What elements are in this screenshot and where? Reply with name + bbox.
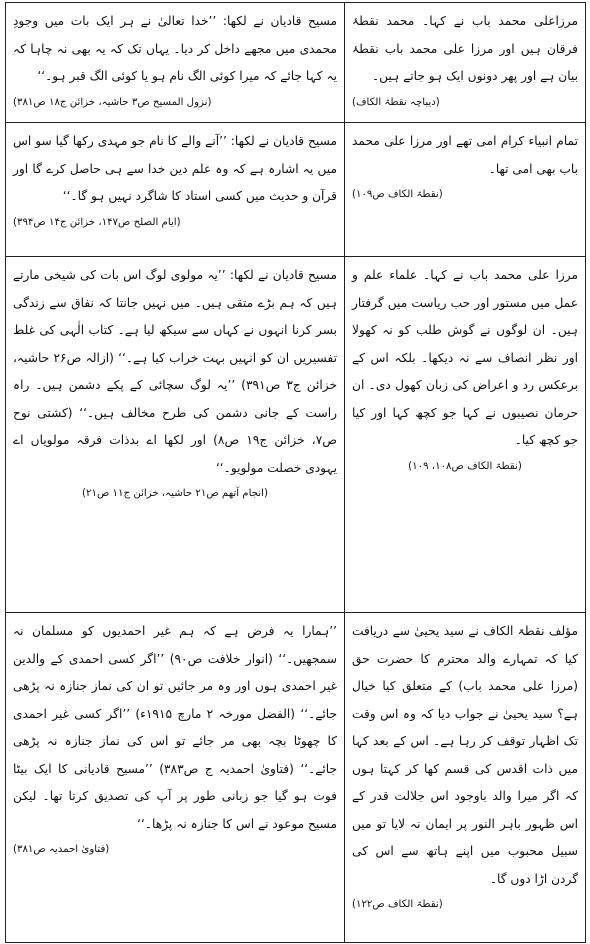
citation: (ایام الصلح ص۱۴۷، خزائن ج۱۴ ص۳۹۴)	[13, 216, 181, 228]
qadiani-cell	[6, 123, 345, 257]
citation: (نزول المسیح ص۳ حاشیہ، خزائن ج۱۸ ص۳۸۱)	[13, 96, 212, 108]
quote-text: تمام انبیاء کرام امی تھے اور مرزا علی محمد باب بھی امی تھا۔	[352, 134, 578, 176]
qadiani-cell	[6, 257, 345, 613]
bab-cell	[345, 257, 586, 613]
bab-cell	[345, 613, 586, 943]
quote-text: مرزا علی محمد باب نے کہا۔ علماء علم و عمل میں مستور اور حب ریاست میں گرفتار ہیں۔ ان لوگوں نے گوش طلب کو نہ کھولا اور نظر انصاف سے نہ دیکھا۔ بلکہ اس کے برعکس رد و اعراض کی زبان کھول دی۔ ان حرمان نصیبوں نے کہا جو کچھ کہا اور کیا جو کچھ کیا۔	[352, 268, 578, 447]
citation: (نقطۃ الکاف ص۱۰۸، ۱۰۹)	[408, 460, 522, 472]
table-row	[6, 3, 586, 123]
qadiani-cell	[6, 613, 345, 943]
comparison-table	[5, 2, 586, 943]
table-row	[6, 257, 586, 613]
quote-text: مرزاعلی محمد باب نے کہا۔ محمد نقطۂ فرقان ہیں اور مرزا علی محمد باب نقطۂ بیان ہے اور پھر دونوں ایک ہو جاتے ہیں۔	[352, 14, 578, 83]
table-row	[6, 123, 586, 257]
bab-cell	[345, 123, 586, 257]
table-row	[6, 613, 586, 943]
quote-text: مسیح قادیان نے لکھا: ’’آنے والے کا نام جو مہدی رکھا گیا سو اس میں یہ اشارہ ہے کہ وہ علم دین خدا سے ہی حاصل کرے گا اور قرآن و حدیث میں کسی استاد کا شاگرد نہیں ہو گا۔‘‘	[13, 134, 337, 203]
citation: (انجام آتھم ص۲۱ حاشیہ، خزائن ج۱۱ ص۲۱)	[82, 488, 268, 499]
citation: (دیباچہ نقطۃ الکاف)	[352, 96, 440, 108]
citation: (نقطۃ الکاف ص۱۰۹)	[352, 189, 443, 200]
comparison-page	[5, 2, 585, 942]
citation: (فتاویٰ احمدیہ ص۳۸۱)	[13, 844, 110, 855]
citation: (نقطۃ الکاف ص۱۲۲)	[352, 899, 443, 910]
qadiani-cell	[6, 3, 345, 123]
quote-text: مؤلف نقطۃ الکاف نے سید یحییٰ سے دریافت کیا کہ تمہارے والد محترم کا حضرت حق (مرزا علی محمد باب) کے متعلق کیا خیال ہے؟ سید یحییٰ نے جواب دیا کہ وہ اس وقت تک اظہار توقف کر رہا ہے۔ اس کے بعد کہا میں ذات اقدس کی قسم کھا کر کہتا ہوں کہ اگر میرا والد باوجود اس جلالت قدر کے اس ظہور باہر النور پر ایمان نہ لایا تو میں سبیل محبوب میں اپنے ہاتھ سے اس کی گردن اڑا دوں گا۔	[352, 624, 578, 886]
quote-text: مسیح قادیان نے لکھا: ’’یہ مولوی لوگ اس بات کی شیخی مارتے ہیں کہ ہم بڑے متقی ہیں۔ میں نہیں جانتا کہ نفاق سے زندگی بسر کرنا انہوں نے کہاں سے سیکھ لیا ہے۔ کتاب الٰہی کی غلط تفسیریں ان کو انہیں بہت خراب کیا ہے۔‘‘ (ازالہ ص۲۶ حاشیہ، خزائن ج۳ ص۳۹۱) ’’یہ لوگ سچائی کے پکے دشمن ہیں۔ راہ راست کے جانی دشمن کی طرح مخالف ہیں۔‘‘ (کشتی نوح ص۷، خزائن ج۱۹ ص۸) اور لکھا اے بدذات فرقہ مولویاں اے یہودی خصلت مولویو۔‘‘	[13, 268, 338, 475]
bab-cell	[345, 3, 586, 123]
quote-text: ’’ہمارا یہ فرض ہے کہ ہم غیر احمدیوں کو مسلمان نہ سمجھیں۔‘‘ (انوار خلافت ص۹۰) ’’اگر کسی احمدی کے والدین غیر احمدی ہوں اور وہ مر جائیں تو ان کی نماز جنازہ نہ پڑھی جائے۔‘‘ (الفضل مورخہ ۲ مارچ ۱۹۱۵ء) ’’اگر کسی غیر احمدی کا چھوٹا بچہ بھی مر جائے تو اس کی نماز جنازہ نہ پڑھی جائے۔‘‘ (فتاویٰ احمدیہ ج ص۳۸۳) ’’مسیح قادیانی کا ایک بیٹا فوت ہو گیا جو زبانی طور پر آپ کی تصدیق کرتا تھا۔ لیکن مسیح موعود نے اس کا جنازہ نہ پڑھا۔‘‘	[13, 624, 338, 831]
quote-text: مسیح قادیان نے لکھا: ’’خدا تعالیٰ نے ہر ایک بات میں وجودِ محمدی میں مجھے داخل کر دیا۔ یہاں تک کہ یہ بھی نہ چاہا کہ یہ کہا جائے کہ میرا کوئی الگ نام ہو یا کوئی الگ قبر ہو۔‘‘	[13, 14, 337, 83]
